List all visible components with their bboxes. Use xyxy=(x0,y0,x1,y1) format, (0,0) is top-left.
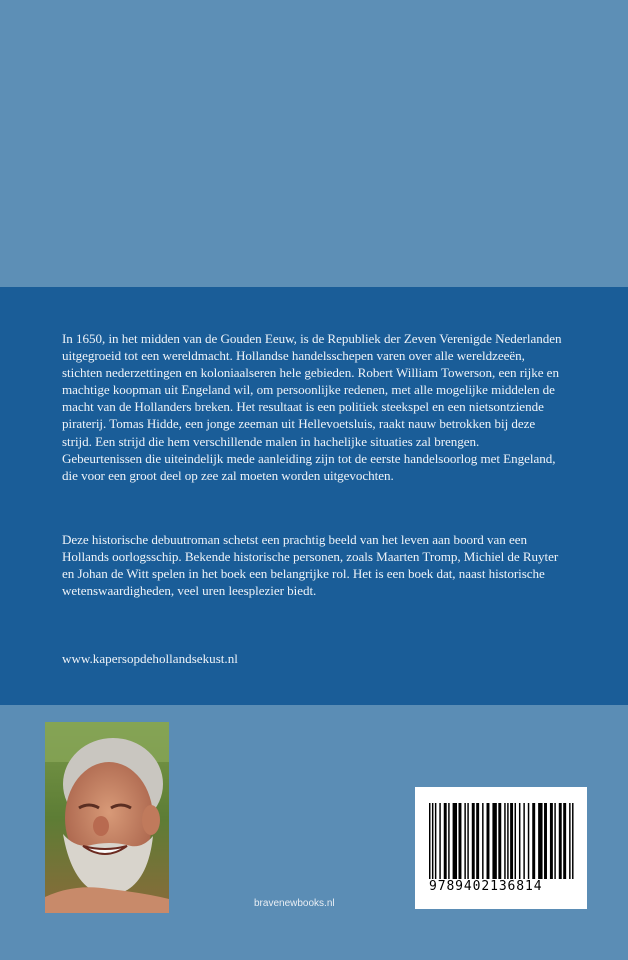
barcode-bar xyxy=(544,803,547,879)
barcode-bar xyxy=(435,803,436,879)
barcode-bar xyxy=(550,803,553,879)
blurb-paragraph-2: Deze historische debuutroman schetst een prachtig beeld van het leven aan boord van een Hollands oorlogsschip. Bekende historische personen, zoals Maarten Tromp, Michiel de Ruyter en Johan de Witt spelen in het boek een belangrijke rol. Het is een boek dat, naast historische wetenswaardigheden, veel uren leesplezier biedt. xyxy=(62,532,559,599)
publisher-label: bravenewbooks.nl xyxy=(254,898,335,909)
barcode-bar xyxy=(453,803,457,879)
barcode-bar xyxy=(432,803,433,879)
barcode-bar xyxy=(563,803,566,879)
barcode-bar xyxy=(458,803,461,879)
barcode-bar xyxy=(523,803,524,879)
barcode-bar xyxy=(429,803,430,879)
barcode-bars xyxy=(429,803,575,879)
barcode-bar xyxy=(492,803,496,879)
isbn-barcode xyxy=(415,787,587,909)
barcode-bar xyxy=(464,803,465,879)
top-band xyxy=(0,0,628,287)
barcode-bar xyxy=(515,803,516,879)
barcode-bar xyxy=(538,803,542,879)
barcode-bar xyxy=(439,803,440,879)
barcode-bar xyxy=(444,803,447,879)
barcode-bar xyxy=(519,803,520,879)
barcode-bar xyxy=(467,803,468,879)
barcode-bar xyxy=(510,803,513,879)
isbn-number: 9789402136814 xyxy=(429,879,543,894)
barcode-bar xyxy=(569,803,570,879)
barcode-bar xyxy=(507,803,508,879)
barcode-bar xyxy=(472,803,475,879)
barcode-bar xyxy=(504,803,505,879)
barcode-bar xyxy=(482,803,483,879)
barcode-bar xyxy=(487,803,490,879)
barcode-bar xyxy=(554,803,555,879)
barcode-bar xyxy=(559,803,562,879)
barcode-bar xyxy=(498,803,501,879)
author-photo xyxy=(45,722,169,913)
blurb-panel xyxy=(0,287,628,705)
blurb-paragraph-1: In 1650, in het midden van de Gouden Eeuw, is de Republiek der Zeven Verenigde Nederlanden uitgegroeid tot een wereldmacht. Hollandse handelsschepen varen over alle wereldzeeën, stichten nederzettingen en koloniaalseren hele gebieden. Robert William Towerson, een rijke en machtige koopman uit Engeland wil, om persoonlijke redenen, met alle mogelijke middelen de macht van de Hollanders breken. Het resultaat is een politiek steekspel en een nietsontziende piraterij. Tomas Hidde, een jonge zeeman uit Hellevoetsluis, raakt nauw betrokken bij deze strijd. Een strijd die hem verschillende malen in hachelijke situaties zal brengen. Gebeurtenissen die uiteindelijk mede aanleiding zijn tot de eerste handelsoorlog met Engeland, die voor een groot deel op zee zal moeten worden uitgevochten. xyxy=(62,331,562,483)
barcode-bar xyxy=(532,803,535,879)
barcode-bar xyxy=(528,803,529,879)
website-link[interactable]: www.kapersopdehollandsekust.nl xyxy=(62,651,238,666)
barcode-bar xyxy=(448,803,449,879)
barcode-bar xyxy=(476,803,479,879)
barcode-bar xyxy=(572,803,573,879)
